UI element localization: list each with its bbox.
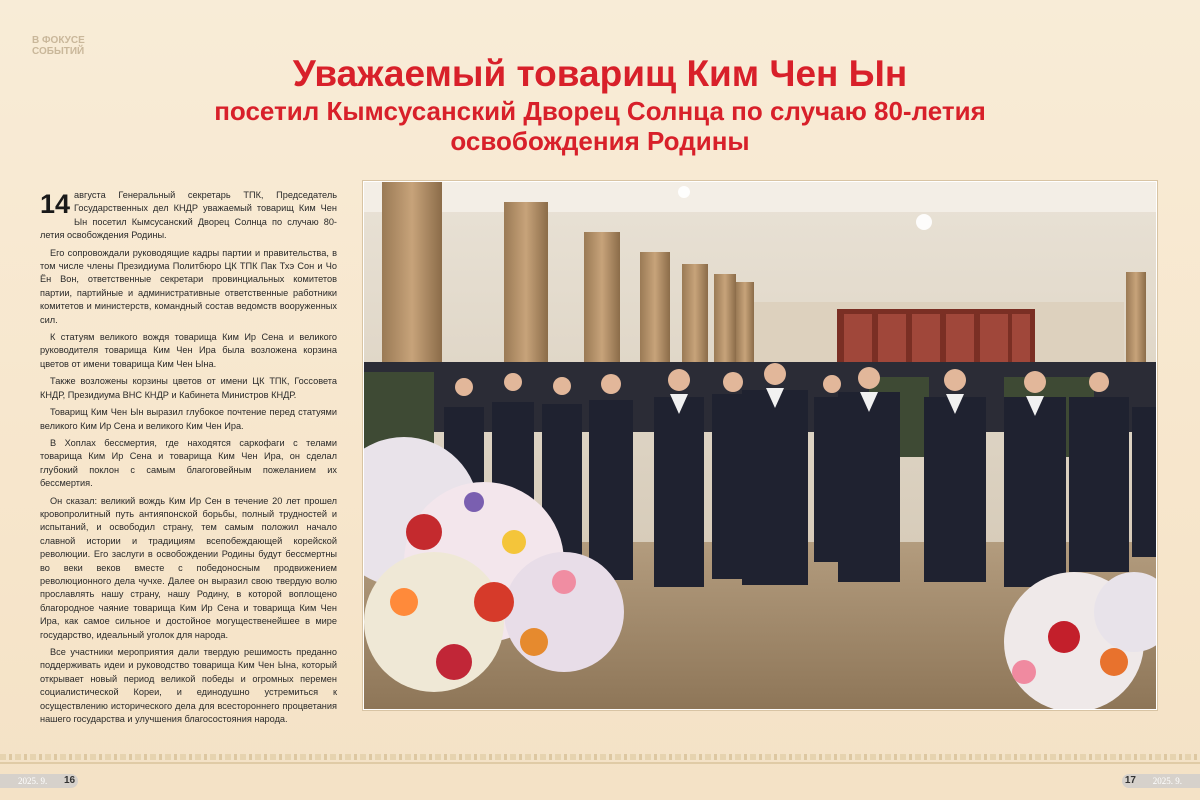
event-photo [363,181,1157,710]
page-subtitle: посетил Кымсусанский Дворец Солнца по случаю 80-летия освобождения Родины [214,96,986,156]
article-paragraph: Товарищ Ким Чен Ын выразил глубокое почтение перед статуями великого Ким Ир Сена и великого Ким Чен Ира. [40,407,337,431]
paragraph-text: августа Генеральный секретарь ТПК, Председатель Государственных дел КНДР уважаемый товарищ Ким Чен Ын посетил Кымсусанский Дворец Солнца по случаю 80-летия освобождения Родины. [40,190,337,241]
page-number-left: 16 [64,775,76,786]
ornament-line [0,762,1200,764]
section-tag: В ФОКУСЕ СОБЫТИЙ [32,35,85,57]
article-paragraph: Он сказал: великий вождь Ким Ир Сен в течение 20 лет прошел кровопролитный путь антияпонской борьбы, полный трудностей и испытаний, и освободил страну, тем самым положил начало славной истории и традициям всепобеждающей корейской революции. Его заслуги в освобождении Родины будут бессмертны во веки веков вместе с победоносным продвижением революционного дела чучхе. Далее он выразил свою твердую волю прославлять нашу страну, нашу Родину, в которой воплощено благородное чаяние товарища Ким Ир Сена и товарища Ким Чен Ира, как самое сильное и достойное могущественейшее в мире государство, идеальный уголок для народа. [40,495,337,640]
page-number-right: 17 [1124,775,1136,786]
article-paragraph: К статуям великого вождя товарища Ким Ир Сена и великого руководителя товарища Ким Чен Ира была возложена корзина цветов от имени товарища Ким Чен Ына. [40,332,337,369]
drop-cap: 14 [40,189,71,219]
article-body [40,189,337,730]
article-paragraph: Все участники мероприятия дали твердую решимость преданно поддерживать идеи и руководство товарища Ким Чен Ына, который открывает новый период великой победы и огромных перемен социалистической Кореи, и единодушно устремиться к осуществлению исторического дела для всестороннего процветания нашего государства и улучшения благосостояния народа. [40,647,337,725]
article-paragraph: Его сопровождали руководящие кадры партии и правительства, в том числе члены Президиума Политбюро ЦК ТПК Пак Тхэ Сон и Чо Ён Вон, ответственные секретари провинциальных комитетов партии, партийные и административные ответственные работники комитетов и министерств, командный состав ведомств вооруженных сил. [40,247,337,325]
ornament-border [0,754,1200,760]
article-paragraph: Также возложены корзины цветов от имени ЦК ТПК, Госсовета КНДР, Президиума ВНС КНДР и Кабинета Министров КНДР. [40,376,337,400]
footer-left-date: 2025. 9. [18,776,48,786]
footer-right-date: 2025. 9. [1152,776,1182,786]
article-paragraph [40,189,337,243]
article-paragraph: В Хоплах бессмертия, где находятся саркофаги с телами товарища Ким Ир Сена и товарища Ким Чен Ира, он сделал глубокий поклон с самым благоговейным пожеланием их бессмертия. [40,437,337,489]
page-title: Уважаемый товарищ Ким Чен Ын [292,53,908,94]
